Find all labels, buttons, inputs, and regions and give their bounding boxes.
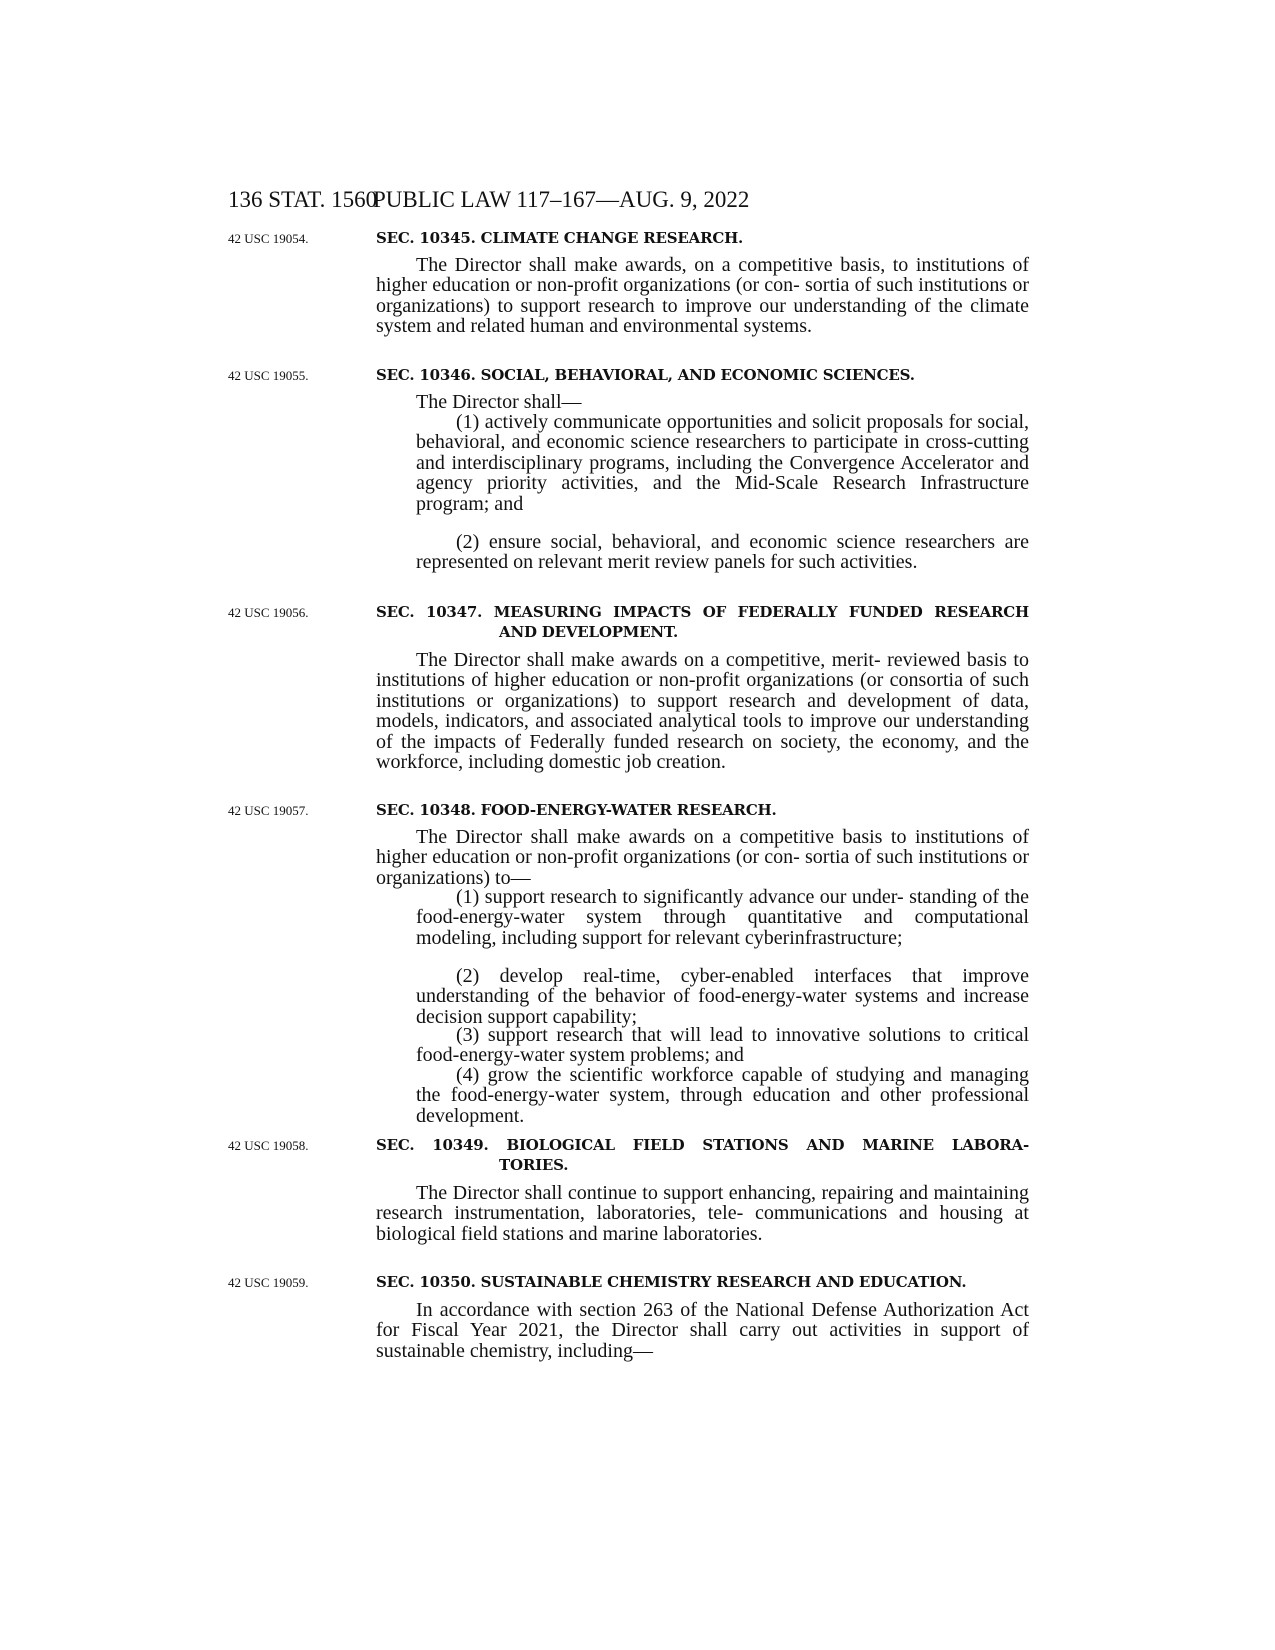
section-text-10349: The Director shall continue to support enhancing, repairing and maintaining research instrumentation, laboratories, tele- communications and housing at biological field stations and marine laboratories. — [376, 1182, 1029, 1245]
running-header — [228, 185, 1028, 215]
list-item: (1) support research to significantly advance our under- standing of the food-energy-water system through quantitative and computational modeling, including support for relevant cyberinfrastructure; — [416, 886, 1029, 949]
list-item: (2) ensure social, behavioral, and economic science researchers are represented on relevant merit review panels for such activities. — [416, 531, 1029, 574]
section-heading-10346: SEC. 10346. SOCIAL, BEHAVIORAL, AND ECONOMIC SCIENCES. — [376, 366, 915, 384]
list-item: (3) support research that will lead to innovative solutions to critical food-energy-water system problems; and — [416, 1024, 1029, 1067]
usc-citation-19058: 42 USC 19058. — [228, 1138, 309, 1153]
section-intro-10348: The Director shall make awards on a competitive basis to institutions of higher education or non-profit organizations (or con- sortia of such institutions or organizations) to— — [376, 826, 1029, 889]
list-item: (1) actively communicate opportunities and solicit proposals for social, behavioral, and economic science researchers to participate in cross-cutting and interdisciplinary programs, including the Convergence Accelerator and agency priority activities, and the Mid-Scale Research Infrastructure program; and — [416, 411, 1029, 515]
usc-citation-19057: 42 USC 19057. — [228, 803, 309, 818]
list-item: (2) develop real-time, cyber-enabled interfaces that improve understanding of the behavior of food-energy-water systems and increase decision support capability; — [416, 965, 1029, 1028]
usc-citation-19059: 42 USC 19059. — [228, 1275, 309, 1290]
usc-citation-19055: 42 USC 19055. — [228, 368, 309, 383]
usc-citation-19054: 42 USC 19054. — [228, 231, 309, 246]
heading-line: TORIES. — [499, 1156, 569, 1174]
heading-line: SEC. 10347. MEASURING IMPACTS OF FEDERALLY FUNDED RESEARCH — [376, 603, 1029, 621]
section-heading-10347 — [376, 602, 1029, 642]
heading-line: SEC. 10349. BIOLOGICAL FIELD STATIONS AND MARINE LABORA- — [376, 1136, 1029, 1154]
usc-citation-19056: 42 USC 19056. — [228, 605, 309, 620]
section-text-10347: The Director shall make awards on a competitive, merit- reviewed basis to institutions of higher education or non-profit organizations (or consortia of such institutions or organizations) to support research and development of data, models, indicators, and associated analytical tools to improve our understanding of the impacts of Federally funded research on society, the economy, and the workforce, including domestic job creation. — [376, 649, 1029, 774]
heading-line: AND DEVELOPMENT. — [499, 623, 678, 641]
stat-page-number: 136 STAT. 1560 — [228, 187, 378, 212]
section-heading-10349 — [376, 1135, 1029, 1175]
section-heading-10350: SEC. 10350. SUSTAINABLE CHEMISTRY RESEARCH AND EDUCATION. — [376, 1273, 967, 1291]
list-item: (4) grow the scientific workforce capable of studying and managing the food-energy-water system, through education and other professional development. — [416, 1064, 1029, 1127]
section-intro-10346: The Director shall— — [416, 391, 582, 413]
section-heading-10348: SEC. 10348. FOOD-ENERGY-WATER RESEARCH. — [376, 801, 777, 819]
section-text-10350: In accordance with section 263 of the National Defense Authorization Act for Fiscal Year 2021, the Director shall carry out activities in support of sustainable chemistry, including— — [376, 1299, 1029, 1362]
section-heading-10345: SEC. 10345. CLIMATE CHANGE RESEARCH. — [376, 229, 744, 247]
section-text-10345: The Director shall make awards, on a competitive basis, to institutions of higher education or non-profit organizations (or con- sortia of such institutions or organizations) to support research to improve our understanding of the climate system and related human and environmental systems. — [376, 254, 1029, 338]
law-title: PUBLIC LAW 117–167—AUG. 9, 2022 — [373, 187, 750, 212]
